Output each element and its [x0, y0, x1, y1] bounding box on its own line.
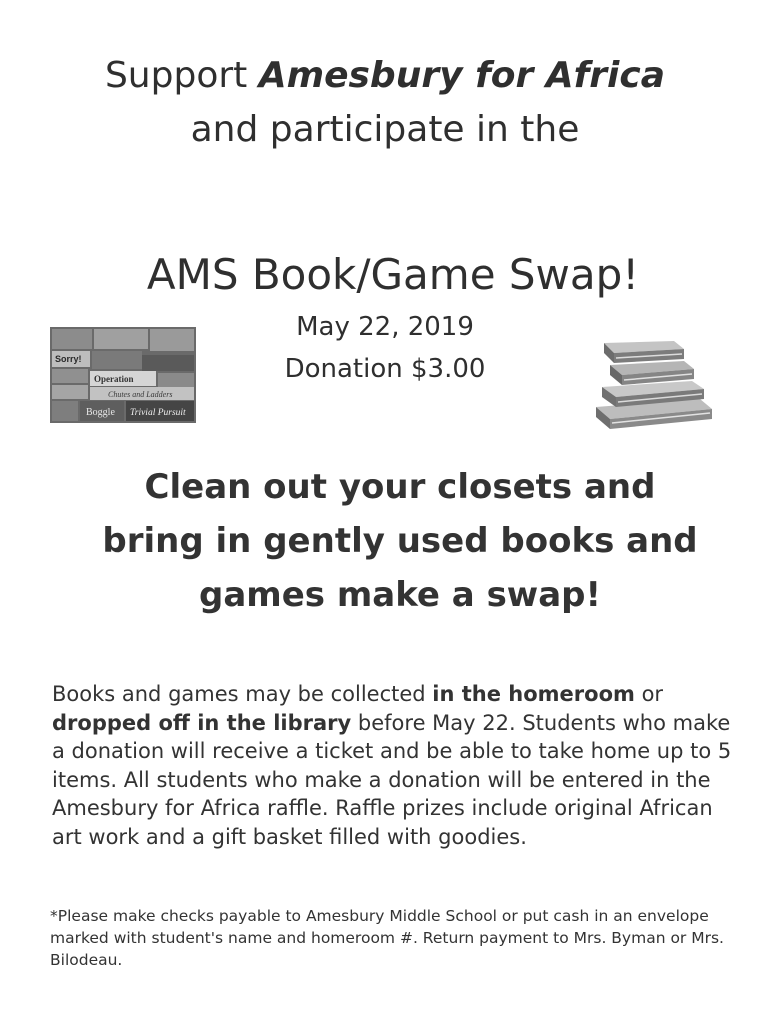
intro-line-2: and participate in the	[190, 109, 580, 150]
game-label-trivial-pursuit: Trivial Pursuit	[130, 408, 186, 418]
details-text-1: Books and games may be collected	[52, 682, 433, 706]
payment-footnote: *Please make checks payable to Amesbury Middle School or put cash in an envelope marked with student's name and homeroom #. Return payment to Mrs. Byman or Mrs. Bilodeau.	[50, 907, 724, 969]
details-homeroom-emphasis: in the homeroom	[432, 682, 635, 706]
intro-line-1	[0, 52, 770, 100]
headline	[60, 460, 740, 622]
event-date: May 22, 2019	[296, 312, 474, 342]
details-text-2: or	[634, 682, 664, 706]
headline-line-2: bring in gently used books and	[102, 521, 698, 561]
headline-line-1: Clean out your closets and	[144, 467, 656, 507]
book-stack-image	[588, 335, 716, 431]
organization-name: Amesbury for Africa	[258, 55, 666, 96]
headline-line-3: games make a swap!	[198, 575, 602, 615]
game-label-sorry: Sorry!	[55, 354, 82, 364]
game-label-chutes: Chutes and Ladders	[108, 390, 173, 399]
details-paragraph	[52, 680, 742, 851]
event-donation: Donation $3.00	[284, 354, 486, 384]
intro-prefix: Support	[104, 55, 259, 96]
details-library-emphasis: dropped off in the library	[52, 710, 352, 735]
game-label-boggle: Boggle	[86, 407, 115, 418]
board-games-image	[50, 327, 196, 423]
details-text-3: before May 22. Students who make a donation will receive a ticket and be able to take home up to 5 items. All students who make a donation will be entered in the Amesbury for Africa raffle. Raffle prizes include original African art work and a gift basket filled with goodies.	[52, 710, 732, 849]
event-title: AMS Book/Game Swap!	[146, 250, 640, 299]
game-label-operation: Operation	[94, 374, 134, 384]
